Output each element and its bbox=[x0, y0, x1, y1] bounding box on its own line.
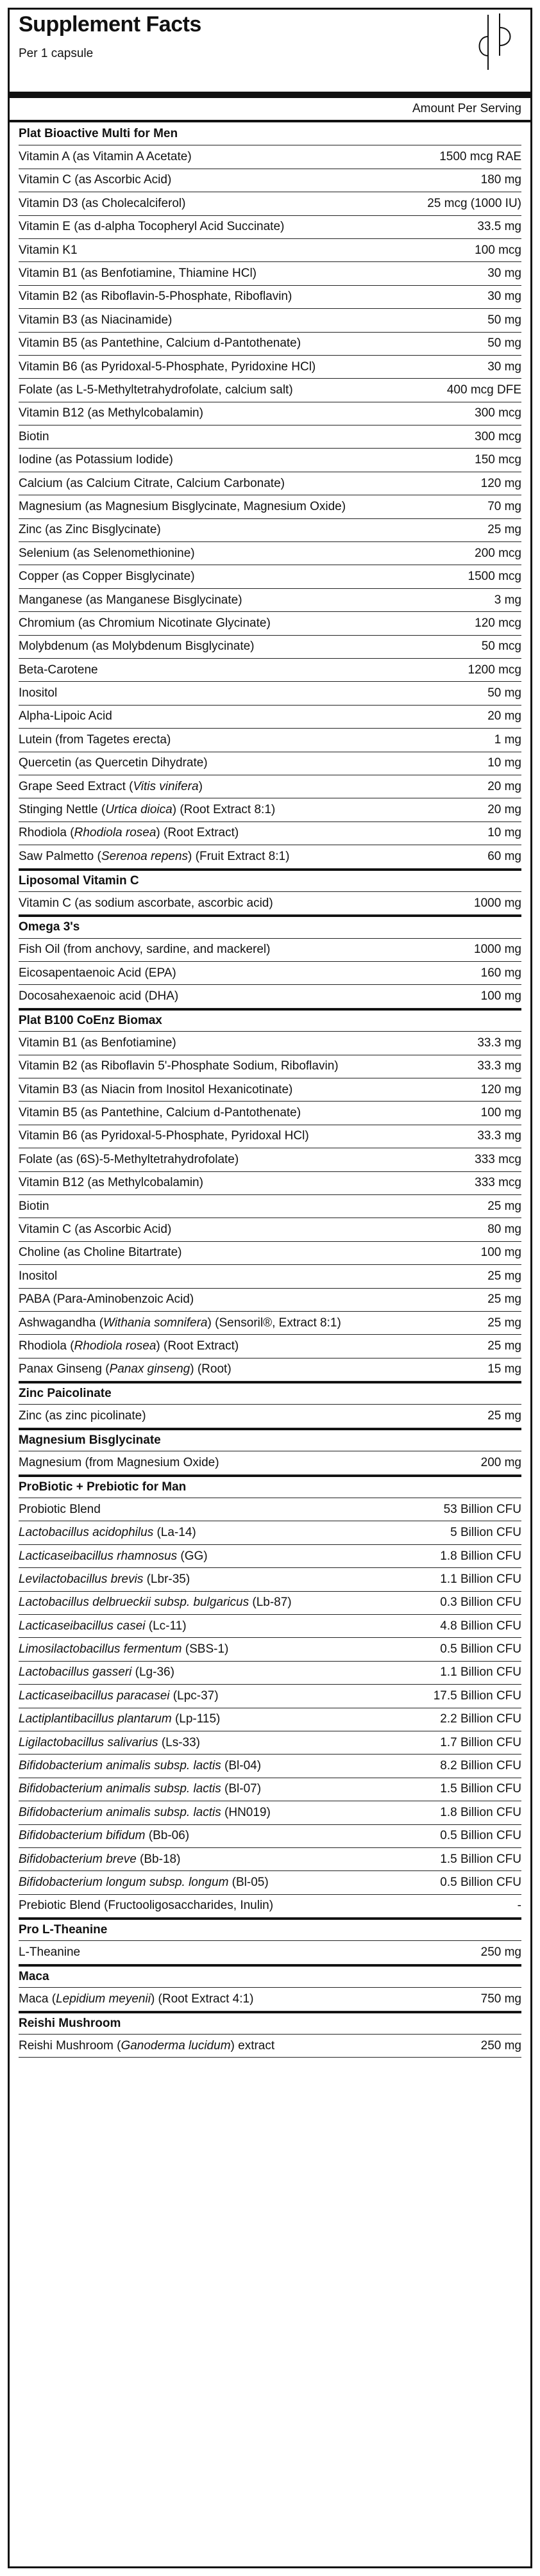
ingredient-name: Chromium (as Chromium Nicotinate Glycinate) bbox=[19, 616, 271, 630]
brand-logo-icon bbox=[475, 11, 516, 72]
nutrient-row bbox=[19, 1032, 521, 1055]
ingredient-name: Ashwagandha (Withania somnifera) (Sensoril®, Extract 8:1) bbox=[19, 1316, 341, 1330]
ingredient-amount: 50 mcg bbox=[481, 640, 521, 654]
nutrient-row bbox=[19, 1242, 521, 1265]
ingredient-name: Folate (as L-5-Methyltetrahydrofolate, calcium salt) bbox=[19, 383, 293, 397]
nutrient-row bbox=[19, 1801, 521, 1824]
ingredient-name: Lactobacillus acidophilus (La-14) bbox=[19, 1526, 196, 1540]
thick-divider bbox=[10, 92, 530, 98]
nutrient-row bbox=[19, 262, 521, 285]
ingredient-name: Saw Palmetto (Serenoa repens) (Fruit Extract 8:1) bbox=[19, 850, 290, 863]
nutrient-row bbox=[19, 542, 521, 565]
nutrient-row bbox=[19, 1708, 521, 1731]
ingredient-name: Bifidobacterium bifidum (Bb-06) bbox=[19, 1829, 190, 1843]
ingredient-amount: 1.1 Billion CFU bbox=[440, 1572, 521, 1586]
nutrient-row bbox=[19, 1685, 521, 1708]
ingredient-amount: 120 mg bbox=[480, 476, 521, 490]
ingredient-amount: 0.5 Billion CFU bbox=[440, 1642, 521, 1656]
ingredient-amount: 15 mg bbox=[487, 1362, 521, 1376]
ingredient-amount: 10 mg bbox=[487, 756, 521, 770]
ingredient-amount: 30 mg bbox=[487, 359, 521, 374]
ingredient-amount: 1000 mg bbox=[474, 943, 521, 957]
ingredient-name: Bifidobacterium animalis subsp. lactis (Bl-07) bbox=[19, 1783, 262, 1796]
ingredient-amount: 100 mg bbox=[480, 1246, 521, 1260]
ingredient-amount: 20 mg bbox=[487, 709, 521, 723]
ingredient-name: Levilactobacillus brevis (Lbr-35) bbox=[19, 1573, 190, 1586]
nutrient-row bbox=[19, 1521, 521, 1544]
nutrient-row bbox=[19, 1265, 521, 1288]
nutrient-row bbox=[19, 1871, 521, 1894]
nutrient-row bbox=[19, 495, 521, 518]
nutrient-row bbox=[19, 1638, 521, 1661]
ingredient-amount: 33.3 mg bbox=[477, 1059, 521, 1073]
ingredient-amount: 80 mg bbox=[487, 1223, 521, 1237]
ingredient-amount: 33.3 mg bbox=[477, 1129, 521, 1143]
ingredient-amount: 333 mcg bbox=[475, 1152, 521, 1166]
nutrient-row bbox=[19, 1615, 521, 1638]
ingredient-amount: 300 mcg bbox=[475, 429, 521, 443]
ingredient-amount: 0.5 Billion CFU bbox=[440, 1875, 521, 1889]
ingredient-amount: 20 mg bbox=[487, 803, 521, 817]
nutrient-row bbox=[19, 659, 521, 682]
section-header: Omega 3's bbox=[19, 915, 521, 938]
nutrient-row bbox=[19, 798, 521, 822]
ingredient-name: Selenium (as Selenomethionine) bbox=[19, 547, 195, 560]
nutrient-row bbox=[19, 962, 521, 985]
ingredient-name: Vitamin B6 (as Pyridoxal-5-Phosphate, Pyridoxal HCl) bbox=[19, 1130, 309, 1143]
nutrient-row bbox=[19, 1405, 521, 1428]
ingredient-name: Rhodiola (Rhodiola rosea) (Root Extract) bbox=[19, 1340, 239, 1353]
ingredient-name: Vitamin B6 (as Pyridoxal-5-Phosphate, Pyridoxine HCl) bbox=[19, 360, 316, 374]
ingredient-amount: 750 mg bbox=[480, 1992, 521, 2006]
nutrient-row bbox=[19, 752, 521, 775]
ingredient-amount: 1200 mcg bbox=[468, 663, 521, 677]
nutrient-row bbox=[19, 1451, 521, 1474]
ingredient-amount: 25 mg bbox=[487, 1269, 521, 1283]
ingredient-amount: 1.1 Billion CFU bbox=[440, 1665, 521, 1680]
section-header: Magnesium Bisglycinate bbox=[19, 1428, 521, 1451]
nutrient-row bbox=[19, 1498, 521, 1521]
nutrient-row bbox=[19, 356, 521, 379]
ingredient-name: Copper (as Copper Bisglycinate) bbox=[19, 570, 195, 584]
nutrient-row bbox=[19, 729, 521, 752]
ingredient-amount: 333 mcg bbox=[475, 1176, 521, 1190]
ingredient-amount: 180 mg bbox=[480, 173, 521, 187]
ingredient-amount: 25 mg bbox=[487, 1316, 521, 1330]
ingredient-amount: 33.3 mg bbox=[477, 1036, 521, 1050]
ingredient-amount: 1000 mg bbox=[474, 896, 521, 910]
ingredient-amount: 2.2 Billion CFU bbox=[440, 1712, 521, 1726]
nutrient-row bbox=[19, 425, 521, 449]
nutrient-row bbox=[19, 1289, 521, 1312]
ingredient-amount: 0.5 Billion CFU bbox=[440, 1829, 521, 1843]
nutrient-row bbox=[19, 1731, 521, 1754]
ingredient-amount: 0.3 Billion CFU bbox=[440, 1596, 521, 1610]
ingredient-name: Lactobacillus gasseri (Lg-36) bbox=[19, 1666, 174, 1680]
ingredient-amount: 4.8 Billion CFU bbox=[440, 1619, 521, 1633]
nutrient-row bbox=[19, 1125, 521, 1148]
ingredient-amount: 120 mcg bbox=[475, 616, 521, 630]
ingredient-name: Molybdenum (as Molybdenum Bisglycinate) bbox=[19, 640, 255, 654]
ingredient-name: Reishi Mushroom (Ganoderma lucidum) extract bbox=[19, 2039, 275, 2052]
ingredient-name: Manganese (as Manganese Bisglycinate) bbox=[19, 593, 242, 607]
ingredient-name: Vitamin B12 (as Methylcobalamin) bbox=[19, 407, 203, 420]
ingredient-name: Eicosapentaenoic Acid (EPA) bbox=[19, 966, 176, 980]
ingredient-name: Folate (as (6S)-5-Methyltetrahydrofolate) bbox=[19, 1153, 239, 1166]
nutrient-row bbox=[19, 1102, 521, 1125]
ingredient-name: Bifidobacterium longum subsp. longum (Bl-05) bbox=[19, 1876, 269, 1889]
panel-header bbox=[10, 10, 530, 92]
ingredient-name: Magnesium (from Magnesium Oxide) bbox=[19, 1456, 219, 1469]
facts-table bbox=[10, 122, 530, 2058]
ingredient-name: Vitamin B5 (as Pantethine, Calcium d-Pantothenate) bbox=[19, 337, 301, 351]
ingredient-amount: 30 mg bbox=[487, 290, 521, 304]
ingredient-name: Maca (Lepidium meyenii) (Root Extract 4:1) bbox=[19, 1992, 254, 2006]
section-header: Zinc Paicolinate bbox=[19, 1382, 521, 1405]
ingredient-name: Probiotic Blend bbox=[19, 1503, 101, 1516]
ingredient-name: Vitamin B2 (as Riboflavin-5-Phosphate, Riboflavin) bbox=[19, 290, 292, 304]
ingredient-name: Vitamin D3 (as Cholecalciferol) bbox=[19, 197, 186, 210]
ingredient-name: Lacticaseibacillus casei (Lc-11) bbox=[19, 1619, 187, 1633]
ingredient-name: Limosilactobacillus fermentum (SBS-1) bbox=[19, 1643, 229, 1656]
ingredient-amount: 25 mg bbox=[487, 1199, 521, 1213]
ingredient-amount: 100 mg bbox=[480, 989, 521, 1003]
ingredient-amount: 53 Billion CFU bbox=[443, 1502, 521, 1516]
ingredient-name: Lactiplantibacillus plantarum (Lp-115) bbox=[19, 1713, 221, 1726]
ingredient-name: Zinc (as Zinc Bisglycinate) bbox=[19, 524, 161, 537]
ingredient-amount: 1500 mcg RAE bbox=[439, 150, 521, 164]
section-header: Pro L-Theanine bbox=[19, 1918, 521, 1941]
ingredient-name: Vitamin A (as Vitamin A Acetate) bbox=[19, 151, 192, 164]
nutrient-row bbox=[19, 239, 521, 262]
nutrient-row bbox=[19, 1895, 521, 1918]
ingredient-name: Vitamin C (as Ascorbic Acid) bbox=[19, 1223, 172, 1237]
ingredient-name: Inositol bbox=[19, 1269, 58, 1283]
nutrient-row bbox=[19, 449, 521, 472]
ingredient-amount: 60 mg bbox=[487, 849, 521, 863]
brand-monogram-icon bbox=[475, 11, 516, 72]
ingredient-amount: 25 mg bbox=[487, 1292, 521, 1307]
ingredient-amount: 100 mcg bbox=[475, 243, 521, 257]
ingredient-name: Vitamin C (as Ascorbic Acid) bbox=[19, 174, 172, 187]
ingredient-amount: 10 mg bbox=[487, 826, 521, 840]
ingredient-amount: 1500 mcg bbox=[468, 570, 521, 584]
ingredient-name: Lactobacillus delbrueckii subsp. bulgaricus (Lb-87) bbox=[19, 1596, 292, 1610]
ingredient-name: Magnesium (as Magnesium Bisglycinate, Magnesium Oxide) bbox=[19, 500, 346, 513]
ingredient-name: Vitamin K1 bbox=[19, 244, 78, 257]
amount-per-serving-label: Amount Per Serving bbox=[412, 102, 521, 115]
ingredient-amount: 33.5 mg bbox=[477, 220, 521, 234]
nutrient-row bbox=[19, 216, 521, 239]
ingredient-name: Fish Oil (from anchovy, sardine, and mackerel) bbox=[19, 943, 271, 957]
section-header: Plat B100 CoEnz Biomax bbox=[19, 1009, 521, 1032]
ingredient-name: Vitamin B3 (as Niacinamide) bbox=[19, 313, 173, 327]
nutrient-row bbox=[19, 706, 521, 729]
nutrient-row bbox=[19, 565, 521, 588]
nutrient-row bbox=[19, 145, 521, 169]
nutrient-row bbox=[19, 192, 521, 215]
ingredient-name: Grape Seed Extract (Vitis vinifera) bbox=[19, 780, 203, 793]
ingredient-amount: 200 mg bbox=[480, 1455, 521, 1469]
nutrient-row bbox=[19, 2035, 521, 2058]
ingredient-amount: 17.5 Billion CFU bbox=[433, 1688, 521, 1703]
ingredient-amount: 150 mcg bbox=[475, 453, 521, 467]
ingredient-name: Vitamin B12 (as Methylcobalamin) bbox=[19, 1177, 203, 1190]
nutrient-row bbox=[19, 1825, 521, 1848]
nutrient-row bbox=[19, 169, 521, 192]
nutrient-row bbox=[19, 1778, 521, 1801]
ingredient-name: Vitamin E (as d-alpha Tocopheryl Acid Succinate) bbox=[19, 220, 285, 234]
ingredient-name: Lacticaseibacillus rhamnosus (GG) bbox=[19, 1549, 208, 1563]
ingredient-amount: 70 mg bbox=[487, 499, 521, 513]
ingredient-amount: 100 mg bbox=[480, 1106, 521, 1120]
section-header: Maca bbox=[19, 1965, 521, 1988]
nutrient-row bbox=[19, 1055, 521, 1078]
ingredient-amount: 8.2 Billion CFU bbox=[440, 1759, 521, 1773]
ingredient-name: Vitamin C (as sodium ascorbate, ascorbic acid) bbox=[19, 896, 273, 910]
nutrient-row bbox=[19, 845, 521, 868]
ingredient-amount: 25 mg bbox=[487, 1339, 521, 1353]
ingredient-name: Docosahexaenoic acid (DHA) bbox=[19, 990, 179, 1003]
ingredient-amount: 50 mg bbox=[487, 313, 521, 327]
nutrient-row bbox=[19, 1848, 521, 1871]
ingredient-name: Alpha-Lipoic Acid bbox=[19, 710, 112, 723]
amount-header-row bbox=[10, 98, 530, 120]
ingredient-name: Biotin bbox=[19, 430, 49, 443]
ingredient-amount: 25 mg bbox=[487, 1409, 521, 1423]
nutrient-row bbox=[19, 892, 521, 915]
ingredient-name: Beta-Carotene bbox=[19, 663, 98, 677]
nutrient-row bbox=[19, 1754, 521, 1778]
ingredient-name: Vitamin B3 (as Niacin from Inositol Hexanicotinate) bbox=[19, 1083, 293, 1096]
nutrient-row bbox=[19, 1941, 521, 1964]
nutrient-row bbox=[19, 775, 521, 798]
nutrient-row bbox=[19, 939, 521, 962]
nutrient-row bbox=[19, 402, 521, 425]
nutrient-row bbox=[19, 379, 521, 402]
ingredient-name: Vitamin B1 (as Benfotiamine) bbox=[19, 1036, 176, 1050]
nutrient-row bbox=[19, 519, 521, 542]
ingredient-name: Calcium (as Calcium Citrate, Calcium Carbonate) bbox=[19, 477, 285, 490]
serving-size: Per 1 capsule bbox=[19, 47, 94, 60]
nutrient-row bbox=[19, 1545, 521, 1568]
ingredient-amount: 25 mcg (1000 IU) bbox=[427, 196, 521, 210]
ingredient-name: Prebiotic Blend (Fructooligosaccharides, Inulin) bbox=[19, 1899, 274, 1913]
ingredient-name: Lutein (from Tagetes erecta) bbox=[19, 733, 171, 747]
ingredient-amount: 160 mg bbox=[480, 966, 521, 980]
ingredient-amount: 20 mg bbox=[487, 779, 521, 793]
nutrient-row bbox=[19, 1568, 521, 1591]
nutrient-row bbox=[19, 333, 521, 356]
section-header: Plat Bioactive Multi for Men bbox=[19, 122, 521, 145]
ingredient-name: Vitamin B5 (as Pantethine, Calcium d-Pantothenate) bbox=[19, 1107, 301, 1120]
ingredient-name: Vitamin B2 (as Riboflavin 5'-Phosphate Sodium, Riboflavin) bbox=[19, 1060, 339, 1073]
ingredient-amount: 1.5 Billion CFU bbox=[440, 1782, 521, 1796]
ingredient-amount: 1.7 Billion CFU bbox=[440, 1735, 521, 1749]
ingredient-amount: 5 Billion CFU bbox=[450, 1526, 521, 1540]
ingredient-amount: - bbox=[517, 1899, 521, 1913]
ingredient-name: Bifidobacterium animalis subsp. lactis (HN019) bbox=[19, 1806, 271, 1819]
supplement-facts-panel bbox=[8, 8, 532, 2568]
nutrient-row bbox=[19, 636, 521, 659]
ingredient-amount: 250 mg bbox=[480, 2038, 521, 2052]
nutrient-row bbox=[19, 1358, 521, 1382]
nutrient-row bbox=[19, 1172, 521, 1195]
nutrient-row bbox=[19, 1592, 521, 1615]
nutrient-row bbox=[19, 1662, 521, 1685]
nutrient-row bbox=[19, 1148, 521, 1171]
nutrient-row bbox=[19, 1335, 521, 1358]
ingredient-amount: 1.8 Billion CFU bbox=[440, 1805, 521, 1819]
nutrient-row bbox=[19, 1195, 521, 1218]
nutrient-row bbox=[19, 822, 521, 845]
ingredient-name: L-Theanine bbox=[19, 1946, 81, 1960]
ingredient-amount: 3 mg bbox=[494, 593, 521, 607]
ingredient-name: PABA (Para-Aminobenzoic Acid) bbox=[19, 1293, 194, 1307]
ingredient-name: Iodine (as Potassium Iodide) bbox=[19, 454, 173, 467]
section-header: ProBiotic + Prebiotic for Man bbox=[19, 1475, 521, 1498]
section-header: Liposomal Vitamin C bbox=[19, 869, 521, 892]
ingredient-amount: 400 mcg DFE bbox=[446, 383, 521, 397]
ingredient-name: Panax Ginseng (Panax ginseng) (Root) bbox=[19, 1363, 232, 1376]
ingredient-amount: 250 mg bbox=[480, 1945, 521, 1960]
ingredient-name: Bifidobacterium breve (Bb-18) bbox=[19, 1853, 181, 1866]
nutrient-row bbox=[19, 286, 521, 309]
nutrient-row bbox=[19, 612, 521, 635]
ingredient-name: Vitamin B1 (as Benfotiamine, Thiamine HCl) bbox=[19, 267, 257, 281]
ingredient-name: Ligilactobacillus salivarius (Ls-33) bbox=[19, 1736, 201, 1749]
nutrient-row bbox=[19, 985, 521, 1008]
ingredient-name: Quercetin (as Quercetin Dihydrate) bbox=[19, 757, 208, 770]
nutrient-row bbox=[19, 1078, 521, 1102]
ingredient-amount: 300 mcg bbox=[475, 406, 521, 420]
ingredient-amount: 25 mg bbox=[487, 523, 521, 537]
ingredient-amount: 30 mg bbox=[487, 267, 521, 281]
ingredient-name: Lacticaseibacillus paracasei (Lpc-37) bbox=[19, 1689, 219, 1703]
nutrient-row bbox=[19, 589, 521, 612]
panel-title: Supplement Facts bbox=[19, 12, 201, 37]
ingredient-amount: 120 mg bbox=[480, 1082, 521, 1096]
nutrient-row bbox=[19, 1988, 521, 2011]
ingredient-name: Stinging Nettle (Urtica dioica) (Root Extract 8:1) bbox=[19, 804, 276, 817]
ingredient-name: Biotin bbox=[19, 1200, 49, 1213]
ingredient-name: Choline (as Choline Bitartrate) bbox=[19, 1246, 182, 1260]
nutrient-row bbox=[19, 309, 521, 332]
nutrient-row bbox=[19, 1312, 521, 1335]
ingredient-name: Rhodiola (Rhodiola rosea) (Root Extract) bbox=[19, 827, 239, 840]
ingredient-amount: 1.5 Billion CFU bbox=[440, 1852, 521, 1866]
ingredient-amount: 200 mcg bbox=[475, 546, 521, 560]
ingredient-name: Bifidobacterium animalis subsp. lactis (Bl-04) bbox=[19, 1760, 262, 1773]
nutrient-row bbox=[19, 682, 521, 705]
nutrient-row bbox=[19, 1218, 521, 1241]
nutrient-row bbox=[19, 472, 521, 495]
section-header: Reishi Mushroom bbox=[19, 2011, 521, 2035]
ingredient-amount: 50 mg bbox=[487, 686, 521, 700]
ingredient-name: Inositol bbox=[19, 687, 58, 700]
ingredient-amount: 1.8 Billion CFU bbox=[440, 1549, 521, 1563]
ingredient-amount: 1 mg bbox=[494, 732, 521, 747]
ingredient-amount: 50 mg bbox=[487, 336, 521, 351]
ingredient-name: Zinc (as zinc picolinate) bbox=[19, 1410, 146, 1423]
